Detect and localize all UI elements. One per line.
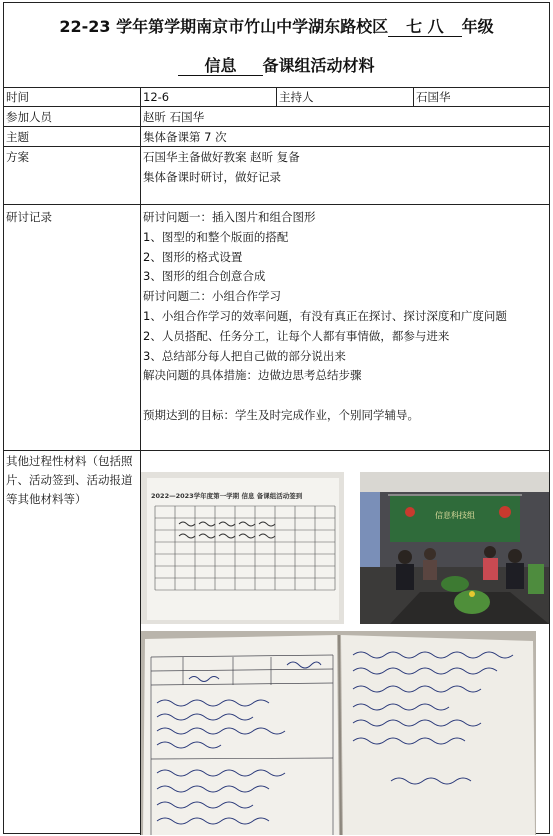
meeting-photo	[360, 472, 549, 624]
title-line-1	[4, 14, 549, 37]
record-line: 2、人员搭配、任务分工，让每个人都有事情做，都参与进来	[143, 328, 450, 343]
record-line: 1、图型的和整个版面的搭配	[143, 229, 289, 244]
handwritten-record-photo	[141, 631, 536, 835]
row-participants	[4, 107, 549, 127]
title-grades: 七 八	[388, 18, 462, 37]
signin-sheet-photo	[141, 472, 344, 624]
title-prefix: 22-23 学年第学期南京市竹山中学湖东路校区	[59, 17, 389, 36]
document-page	[3, 2, 550, 834]
title-subject: 信息	[178, 57, 262, 76]
meeting-graphic	[360, 472, 549, 624]
row-topic	[4, 127, 549, 147]
time-label: 时间	[4, 87, 141, 106]
record-value	[141, 205, 549, 450]
plan-label: 方案	[4, 147, 141, 204]
topic-label: 主题	[4, 127, 141, 146]
title-block	[4, 3, 549, 88]
plan-line: 石国华主备做好教案 赵昕 复备	[143, 150, 300, 164]
record-line: 3、总结部分每人把自己做的部分说出来	[143, 348, 346, 363]
title-grade-suffix: 年级	[461, 17, 494, 36]
topic-value: 集体备课第 7 次	[143, 130, 227, 144]
record-label: 研讨记录	[4, 205, 141, 450]
record-line: 研讨问题二：小组合作学习	[143, 289, 281, 304]
row-record	[4, 205, 549, 451]
record-line	[143, 386, 547, 406]
time-value: 12-6	[141, 87, 277, 106]
record-line: 3、图形的组合创意合成	[143, 269, 266, 284]
title-line-2	[4, 53, 549, 76]
participants-label: 参加人员	[4, 107, 141, 126]
host-label: 主持人	[277, 87, 414, 106]
record-line: 研讨问题一：插入图片和组合图形	[143, 210, 316, 224]
record-line: 1、小组合作学习的效率问题，有没有真正在探讨、探讨深度和广度问题	[143, 308, 507, 323]
participants-value: 赵昕 石国华	[143, 110, 205, 124]
row-time	[4, 87, 549, 107]
signin-sheet-header: 2022—2023学年度第一学期 信息 备课组活动签到	[151, 492, 303, 500]
plan-value	[141, 147, 549, 204]
title-material: 备课组活动材料	[262, 56, 375, 75]
board-caption: 信息科技组	[435, 511, 475, 520]
row-plan	[4, 147, 549, 205]
other-label: 其他过程性材料（包括照片、活动签到、活动报道等其他材料等）	[4, 451, 141, 835]
handwritten-record-graphic	[141, 631, 536, 835]
record-line: 解决问题的具体措施：边做边思考总结步骤	[143, 368, 362, 383]
host-value: 石国华	[416, 90, 451, 104]
record-line: 2、图形的格式设置	[143, 249, 243, 264]
record-line: 预期达到的目标：学生及时完成作业，个别同学辅导。	[143, 407, 419, 422]
plan-line: 集体备课时研讨，做好记录	[143, 169, 281, 184]
